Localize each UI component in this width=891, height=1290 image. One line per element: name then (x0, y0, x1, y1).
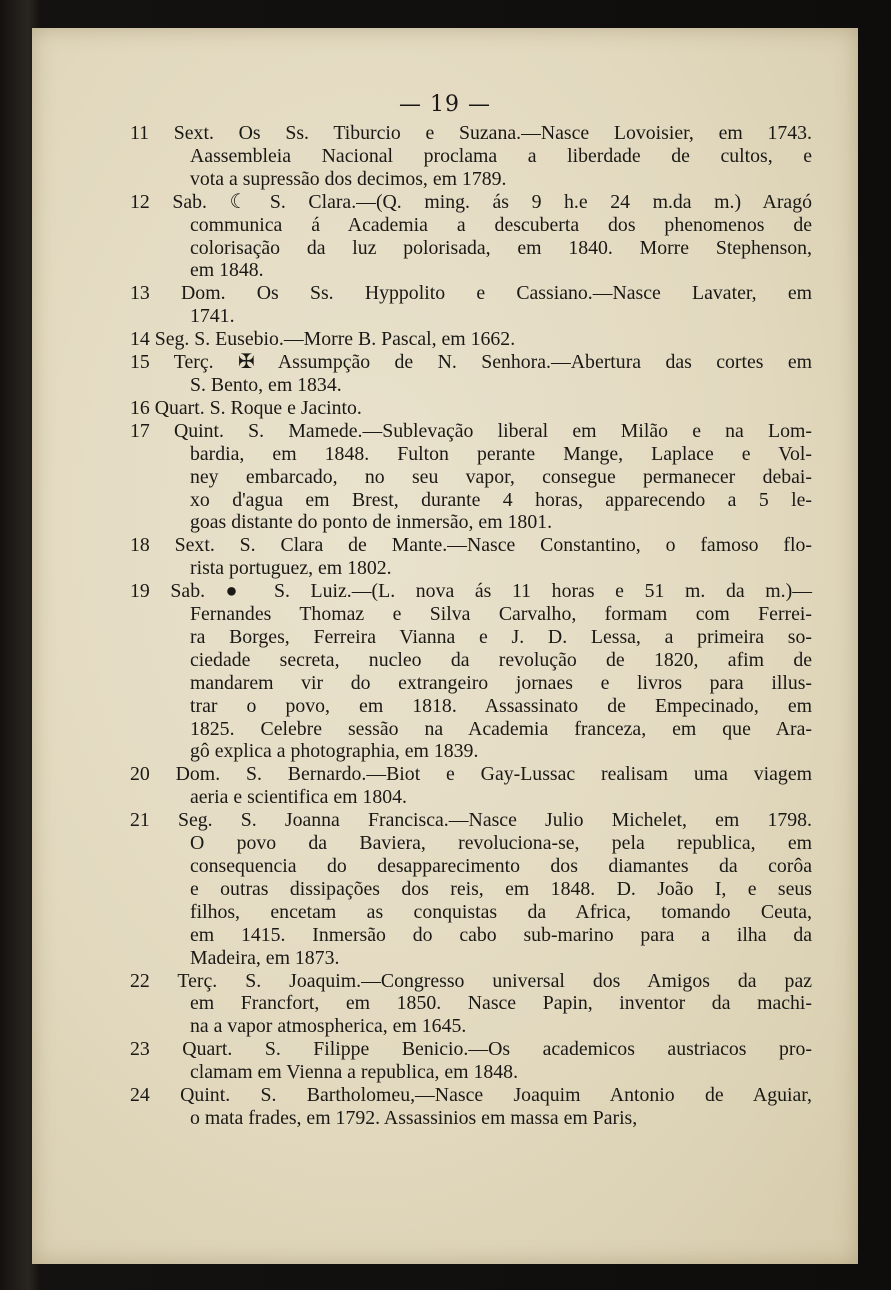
calendar-entry (130, 970, 812, 1039)
calendar-entry (130, 328, 812, 351)
calendar-entry (130, 1038, 812, 1084)
entry-continuation-line: Aassembleia Nacional proclama a liberdade de cultos, e (190, 144, 812, 167)
entry-continuation-line: trar o povo, em 1818. Assassinato de Empecinado, em (190, 694, 812, 717)
calendar-entries (130, 122, 812, 1130)
entry-continuation-line: consequencia do desapparecimento dos diamantes da corôa (190, 855, 812, 877)
entry-first-line: 11 Sext. Os Ss. Tiburcio e Suzana.—Nasce Lovoisier, em 1743. (130, 122, 812, 144)
entry-first-line: 13 Dom. Os Ss. Hyppolito e Cassiano.—Nasce Lavater, em (130, 282, 812, 305)
entry-continuation-line: Fernandes Thomaz e Silva Carvalho, formam com Ferrei- (190, 603, 812, 626)
calendar-entry (130, 122, 812, 191)
entry-continuation-line: communica á Academia a descuberta dos phenomenos de (190, 213, 812, 236)
entry-continuation-line: bardia, em 1848. Fulton perante Mange, Laplace e Vol- (190, 442, 812, 465)
entry-continuation-line: vota a supressão dos decimos, em 1789. (190, 167, 507, 190)
entry-continuation-line: clamam em Vienna a republica, em 1848. (190, 1061, 519, 1084)
entry-first-line: 15 Terç. ✠ Assumpção de N. Senhora.—Abertura das cortes em (130, 351, 812, 374)
entry-first-line: 21 Seg. S. Joanna Francisca.—Nasce Julio Michelet, em 1798. (130, 809, 812, 832)
entry-continuation-line: O povo da Baviera, revoluciona-se, pela republica, em (190, 832, 812, 855)
page-number: — 19 — (399, 92, 491, 117)
entry-first-line: 23 Quart. S. Filippe Benicio.—Os academicos austriacos pro- (130, 1038, 812, 1061)
book-page (32, 28, 858, 1264)
entry-continuation-line: e outras dissipações dos reis, em 1848. D. João I, e seus (190, 877, 812, 900)
entry-first-line: 17 Quint. S. Mamede.—Sublevação liberal em Milão e na Lom- (130, 419, 812, 442)
calendar-entry (130, 420, 812, 535)
calendar-entry (130, 1084, 812, 1130)
entry-continuation-line: goas distante do ponto de inmersão, em 1801. (190, 511, 553, 534)
entry-continuation-line: S. Bento, em 1834. (190, 373, 342, 396)
entry-continuation-line: em 1415. Inmersão do cabo sub-marino para a ilha da (190, 923, 812, 946)
calendar-entry (130, 282, 812, 328)
calendar-entry (130, 763, 812, 809)
entry-continuation-line: na a vapor atmospherica, em 1645. (190, 1015, 467, 1038)
calendar-entry (130, 351, 812, 397)
entry-continuation-line: Madeira, em 1873. (190, 946, 340, 969)
entry-continuation-line: ciedade secreta, nucleo da revolução de 1820, afim de (190, 648, 812, 671)
entry-first-line: 22 Terç. S. Joaquim.—Congresso universal dos Amigos da paz (130, 969, 812, 992)
entry-continuation-line: mandarem vir do extrangeiro jornaes e livros para illus- (190, 671, 812, 694)
entry-continuation-line: o mata frades, em 1792. Assassinios em massa em Paris, (190, 1106, 638, 1129)
entry-first-line: 24 Quint. S. Bartholomeu,—Nasce Joaquim Antonio de Aguiar, (130, 1084, 812, 1107)
entry-first-line: 19 Sab. ● S. Luiz.—(L. nova ás 11 horas e 51 m. da m.)— (130, 580, 812, 603)
entry-continuation-line: gô explica a photographia, em 1839. (190, 740, 479, 763)
entry-continuation-line: 1741. (190, 305, 235, 328)
entry-continuation-line: xo d'agua em Brest, durante 4 horas, apparecendo a 5 le- (190, 488, 812, 511)
entry-continuation-line: colorisação da luz polorisada, em 1840. Morre Stephenson, (190, 236, 812, 259)
entry-first-line: 12 Sab. ☾ S. Clara.—(Q. ming. ás 9 h.e 24 m.da m.) Aragó (130, 190, 812, 213)
calendar-entry (130, 397, 812, 420)
entry-continuation-line: em 1848. (190, 259, 264, 282)
entry-first-line: 18 Sext. S. Clara de Mante.—Nasce Constantino, o famoso flo- (130, 534, 812, 557)
calendar-entry (130, 580, 812, 763)
entry-first-line: 20 Dom. S. Bernardo.—Biot e Gay-Lussac realisam uma viagem (130, 763, 812, 786)
entry-continuation-line: ra Borges, Ferreira Vianna e J. D. Lessa, a primeira so- (190, 625, 812, 648)
entry-continuation-line: filhos, encetam as conquistas da Africa, tomando Ceuta, (190, 900, 812, 923)
entry-continuation-line: aeria e scientifica em 1804. (190, 786, 407, 809)
entry-continuation-line: 1825. Celebre sessão na Academia franceza, em que Ara- (190, 717, 812, 740)
entry-continuation-line: em Francfort, em 1850. Nasce Papin, inventor da machi- (190, 992, 812, 1015)
entry-first-line: 14 Seg. S. Eusebio.—Morre B. Pascal, em 1662. (130, 328, 516, 351)
entry-continuation-line: rista portuguez, em 1802. (190, 557, 392, 580)
calendar-entry (130, 534, 812, 580)
calendar-entry (130, 191, 812, 283)
entry-first-line: 16 Quart. S. Roque e Jacinto. (130, 396, 362, 419)
entry-continuation-line: ney embarcado, no seu vapor, consegue permanecer debai- (190, 465, 812, 488)
calendar-entry (130, 809, 812, 969)
